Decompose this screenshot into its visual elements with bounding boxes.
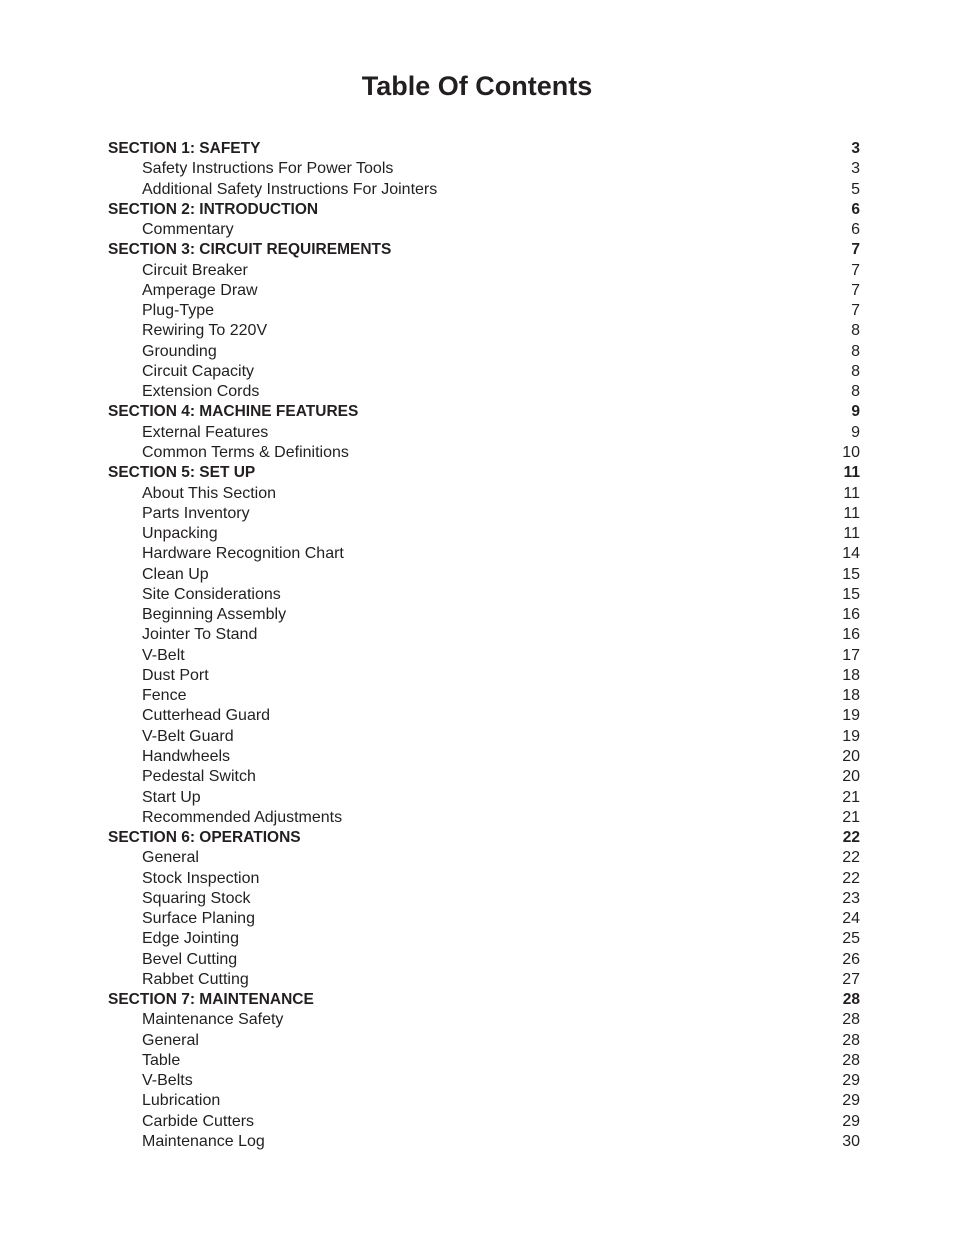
toc-entry[interactable]	[108, 423, 860, 443]
toc-entry[interactable]	[108, 159, 860, 179]
toc-entry[interactable]	[108, 869, 860, 889]
toc-entry[interactable]	[108, 1071, 860, 1091]
toc-entry-label: Handwheels	[142, 747, 231, 765]
toc-entry-label: General	[142, 849, 199, 867]
toc-entry[interactable]	[108, 929, 860, 949]
toc-page-number: 11	[843, 525, 860, 543]
toc-page-number: 6	[851, 200, 860, 218]
toc-entry-label: Unpacking	[142, 525, 218, 543]
toc-entry[interactable]	[108, 443, 860, 463]
toc-page-number: 18	[842, 666, 860, 684]
toc-entry[interactable]	[108, 788, 860, 808]
toc-entry[interactable]	[108, 1112, 860, 1132]
toc-section-label: SECTION 7: MAINTENANCE	[108, 991, 314, 1009]
toc-entry-label: Cutterhead Guard	[142, 707, 271, 725]
toc-entry[interactable]	[108, 484, 860, 504]
toc-entry-label: Amperage Draw	[142, 281, 258, 299]
toc-entry-label: Clean Up	[142, 565, 209, 583]
toc-entry-label: Extension Cords	[142, 383, 260, 401]
toc-entry[interactable]	[108, 1031, 860, 1051]
page-title: Table Of Contents	[361, 71, 593, 101]
toc-entry[interactable]	[108, 605, 860, 625]
toc-section-heading[interactable]	[108, 200, 860, 220]
toc-entry[interactable]	[108, 1051, 860, 1071]
toc-entry-label: About This Section	[142, 484, 277, 502]
toc-entry[interactable]	[108, 362, 860, 382]
toc-page-number: 14	[842, 545, 860, 563]
toc-entry[interactable]	[108, 544, 860, 564]
toc-entry[interactable]	[108, 342, 860, 362]
toc-page-number: 28	[842, 991, 860, 1009]
toc-entry-label: Fence	[142, 687, 187, 705]
toc-page-number: 15	[842, 565, 860, 583]
toc-entry-label: V-Belt	[142, 646, 185, 664]
toc-page-number: 6	[851, 221, 860, 239]
toc-entry[interactable]	[108, 524, 860, 544]
toc-section-label: SECTION 2: INTRODUCTION	[108, 200, 319, 218]
toc-section-label: SECTION 1: SAFETY	[108, 140, 261, 157]
toc-entry[interactable]	[108, 585, 860, 605]
toc-entry-label: Pedestal Switch	[142, 768, 256, 786]
toc-entry-label: Commentary	[142, 221, 234, 239]
toc-entry-label: Table	[142, 1051, 181, 1069]
toc-entry-label: Plug-Type	[142, 302, 215, 320]
toc-page-number: 28	[842, 1011, 860, 1029]
toc-entry-label: Carbide Cutters	[142, 1112, 255, 1130]
toc-page-number: 9	[851, 423, 860, 441]
toc-page-number: 11	[843, 504, 860, 522]
toc-entry-label: V-Belt Guard	[142, 727, 234, 745]
toc-entry-label: External Features	[142, 423, 269, 441]
toc-entry-label: Bevel Cutting	[142, 950, 238, 968]
toc-page-number: 7	[851, 302, 860, 320]
toc-entry-label: Grounding	[142, 342, 217, 360]
toc-entry-label: Squaring Stock	[142, 889, 251, 907]
toc-page-number: 21	[842, 788, 860, 806]
toc-entry[interactable]	[108, 301, 860, 321]
toc-entry[interactable]	[108, 727, 860, 747]
toc-page-number: 29	[842, 1072, 860, 1090]
toc-page-number: 7	[851, 241, 860, 259]
toc-section-heading[interactable]	[108, 828, 860, 848]
toc-entry-label: Hardware Recognition Chart	[142, 545, 344, 563]
toc-entry-label: General	[142, 1031, 199, 1049]
toc-page-number: 11	[843, 464, 860, 482]
toc-page-number: 16	[842, 626, 860, 644]
toc-entry[interactable]	[108, 321, 860, 341]
toc-entry-label: Dust Port	[142, 666, 209, 684]
toc-page-number: 15	[842, 585, 860, 603]
toc-entry-label: Surface Planing	[142, 910, 255, 928]
toc-page-number: 16	[842, 606, 860, 624]
toc-entry-label: Common Terms & Definitions	[142, 443, 349, 461]
toc-entry[interactable]	[108, 666, 860, 686]
toc-entry[interactable]	[108, 382, 860, 402]
toc-section-heading[interactable]	[108, 240, 860, 260]
toc-page-number: 29	[842, 1092, 860, 1110]
toc-page-number: 20	[842, 768, 860, 786]
toc-entry[interactable]	[108, 1132, 860, 1152]
toc-page-number: 19	[842, 727, 860, 745]
toc-page-number: 3	[851, 160, 860, 178]
toc-entry-label: Edge Jointing	[142, 930, 239, 948]
toc-entry-label: Parts Inventory	[142, 504, 250, 522]
toc-entry[interactable]	[108, 565, 860, 585]
toc-entry-label: Lubrication	[142, 1092, 221, 1110]
toc-entry-label: Rabbet Cutting	[142, 970, 249, 988]
toc-page-number: 23	[842, 889, 860, 907]
toc-entry-label: Safety Instructions For Power Tools	[142, 160, 394, 178]
toc-entry-label: Circuit Breaker	[142, 261, 248, 279]
toc-page-number: 7	[851, 261, 860, 279]
toc-entry[interactable]	[108, 767, 860, 787]
toc-page-number: 17	[842, 646, 860, 664]
toc-entry-label: Maintenance Safety	[142, 1011, 284, 1029]
toc-entry[interactable]	[108, 970, 860, 990]
toc-page-number: 22	[842, 869, 860, 887]
toc-entry-label: Circuit Capacity	[142, 362, 255, 380]
toc-section-heading[interactable]	[108, 990, 860, 1010]
toc-entry[interactable]	[108, 504, 860, 524]
toc-page-number: 24	[842, 910, 860, 928]
toc-page-number: 22	[842, 829, 860, 847]
toc-page-number: 8	[851, 342, 860, 360]
toc-entry[interactable]	[108, 706, 860, 726]
toc-page-number: 19	[842, 707, 860, 725]
toc-section-heading[interactable]	[108, 402, 860, 422]
toc-entry[interactable]	[108, 808, 860, 828]
toc-page-number: 26	[842, 950, 860, 968]
toc-entry-label: Additional Safety Instructions For Jointers	[142, 180, 438, 198]
toc-entry[interactable]	[108, 889, 860, 909]
toc-page-number: 9	[851, 403, 860, 421]
toc-entry[interactable]	[108, 1010, 860, 1030]
toc-section-label: SECTION 5: SET UP	[108, 464, 256, 482]
toc-entry[interactable]	[108, 686, 860, 706]
toc-page-number: 21	[842, 808, 860, 826]
toc-page-number: 8	[851, 383, 860, 401]
toc-entry[interactable]	[108, 646, 860, 666]
toc-page-number: 8	[851, 322, 860, 340]
toc-entry[interactable]	[108, 220, 860, 240]
toc-page-number: 18	[842, 687, 860, 705]
toc-entry-label: Stock Inspection	[142, 869, 260, 887]
toc-entry[interactable]	[108, 261, 860, 281]
toc-section-heading[interactable]	[108, 463, 860, 483]
toc-entry[interactable]	[108, 950, 860, 970]
toc-page-number: 25	[842, 930, 860, 948]
toc-entry[interactable]	[108, 747, 860, 767]
toc-page-number: 11	[843, 484, 860, 502]
toc-entry-label: Jointer To Stand	[142, 626, 258, 644]
toc-page-number: 7	[851, 281, 860, 299]
toc-page-number: 28	[842, 1031, 860, 1049]
toc-entry-label: Maintenance Log	[142, 1133, 265, 1151]
toc-section-heading[interactable]	[108, 139, 860, 159]
toc-section-label: SECTION 3: CIRCUIT REQUIREMENTS	[108, 241, 392, 259]
table-of-contents	[108, 139, 860, 1152]
toc-page-number: 8	[851, 362, 860, 380]
toc-page-number: 10	[842, 443, 860, 461]
toc-page-number: 28	[842, 1051, 860, 1069]
toc-entry[interactable]	[108, 909, 860, 929]
toc-section-label: SECTION 6: OPERATIONS	[108, 829, 301, 847]
toc-entry[interactable]	[108, 625, 860, 645]
toc-entry[interactable]	[108, 1091, 860, 1111]
toc-entry-label: Site Considerations	[142, 585, 281, 603]
toc-page-number: 29	[842, 1112, 860, 1130]
toc-page-number: 30	[842, 1133, 860, 1151]
toc-entry-label: Beginning Assembly	[142, 606, 287, 624]
toc-page-number: 3	[851, 140, 860, 157]
toc-section-label: SECTION 4: MACHINE FEATURES	[108, 403, 359, 421]
toc-entry-label: Recommended Adjustments	[142, 808, 343, 826]
toc-entry-label: Rewiring To 220V	[142, 322, 268, 340]
toc-entry[interactable]	[108, 281, 860, 301]
toc-entry-label: Start Up	[142, 788, 201, 806]
toc-page-number: 27	[842, 970, 860, 988]
toc-entry[interactable]	[108, 848, 860, 868]
toc-entry-label: V-Belts	[142, 1072, 193, 1090]
toc-page-number: 5	[851, 180, 860, 198]
toc-entry[interactable]	[108, 180, 860, 200]
toc-page-number: 20	[842, 747, 860, 765]
toc-page-number: 22	[842, 849, 860, 867]
